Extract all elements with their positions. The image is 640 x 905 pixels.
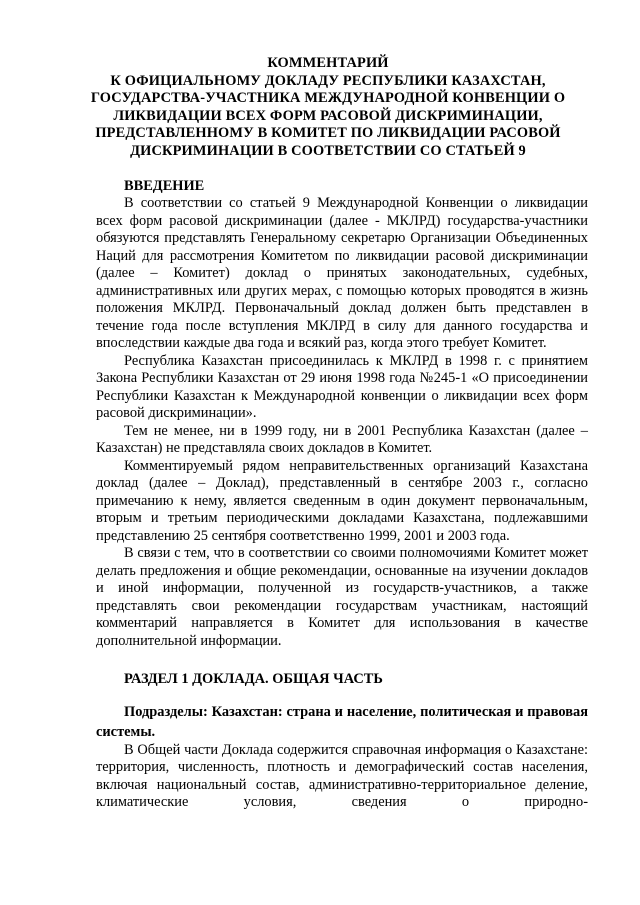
title-line: К ОФИЦИАЛЬНОМУ ДОКЛАДУ РЕСПУБЛИКИ КАЗАХСТАН,	[110, 72, 546, 89]
title-line: ЛИКВИДАЦИИ ВСЕХ ФОРМ РАСОВОЙ ДИСКРИМИНАЦИИ,	[113, 107, 543, 124]
paragraph: В связи с тем, что в соответствии со своими полномочиями Комитет может делать предложения и общие рекомендации, основанные на изучении докладов и иной информации, полученной из государств-участников, а также представлять свои рекомендации государствам участникам, настоящий комментарий направляется в Комитет для использования в качестве дополнительной информации.	[96, 545, 588, 649]
paragraph: В соответствии со статьей 9 Международной Конвенции о ликвидации всех форм расовой дискриминации (далее - МКЛРД) государства-участники обязуются представлять Генеральному секретарю Организации Объединенных Наций для рассмотрения Комитетом по ликвидации расовой дискриминации (далее – Комитет) доклад о принятых законодательных, судебных, административных или других мерах, с помощью которых проводятся в жизнь положения МКЛРД. Первоначальный доклад должен быть представлен в течение года после вступления МКЛРД в силу для данного государства и впоследствии каждые два года и всякий раз, когда этого требует Комитет.	[96, 195, 588, 352]
document-body	[96, 178, 588, 812]
paragraph: Тем не менее, ни в 1999 году, ни в 2001 Республика Казахстан (далее – Казахстан) не представляла своих докладов в Комитет.	[96, 422, 588, 457]
paragraph: Республика Казахстан присоединилась к МКЛРД в 1998 г. с принятием Закона Республики Казахстан от 29 июня 1998 года №245-1 «О присоединении Республики Казахстан к Международной конвенции о ликвидации всех форм расовой дискриминации».	[96, 352, 588, 422]
section-1-heading: РАЗДЕЛ 1 ДОКЛАДА. ОБЩАЯ ЧАСТЬ	[124, 671, 383, 688]
paragraph: Комментируемый рядом неправительственных организаций Казахстана доклад (далее – Доклад), представленный в сентябре 2003 г., согласно примечанию к нему, является сведенным в один документ первоначальным, вторым и третьим периодическими докладами Казахстана, подлежавшими представлению 25 сентября соответственно 1999, 2001 и 2003 года.	[96, 457, 588, 544]
title-line: ДИСКРИМИНАЦИИ В СООТВЕТСТВИИ СО СТАТЬЕЙ 9	[130, 142, 526, 159]
intro-heading: ВВЕДЕНИЕ	[124, 177, 205, 194]
paragraph: В Общей части Доклада содержится справочная информация о Казахстане: территория, численность, плотность и демографический состав населения, включая национальный состав, административно-территориальное деление, климатические условия, сведения о природно-	[96, 741, 588, 811]
title-line: ПРЕДСТАВЛЕННОМУ В КОМИТЕТ ПО ЛИКВИДАЦИИ РАСОВОЙ	[95, 125, 561, 142]
title-line: ГОСУДАРСТВА-УЧАСТНИКА МЕЖДУНАРОДНОЙ КОНВЕНЦИИ О	[90, 90, 566, 107]
document-title	[68, 55, 588, 161]
subsections-paragraph: Подразделы: Казахстан: страна и население, политическая и правовая системы.	[96, 703, 588, 740]
title-line: КОММЕНТАРИЙ	[267, 55, 389, 71]
